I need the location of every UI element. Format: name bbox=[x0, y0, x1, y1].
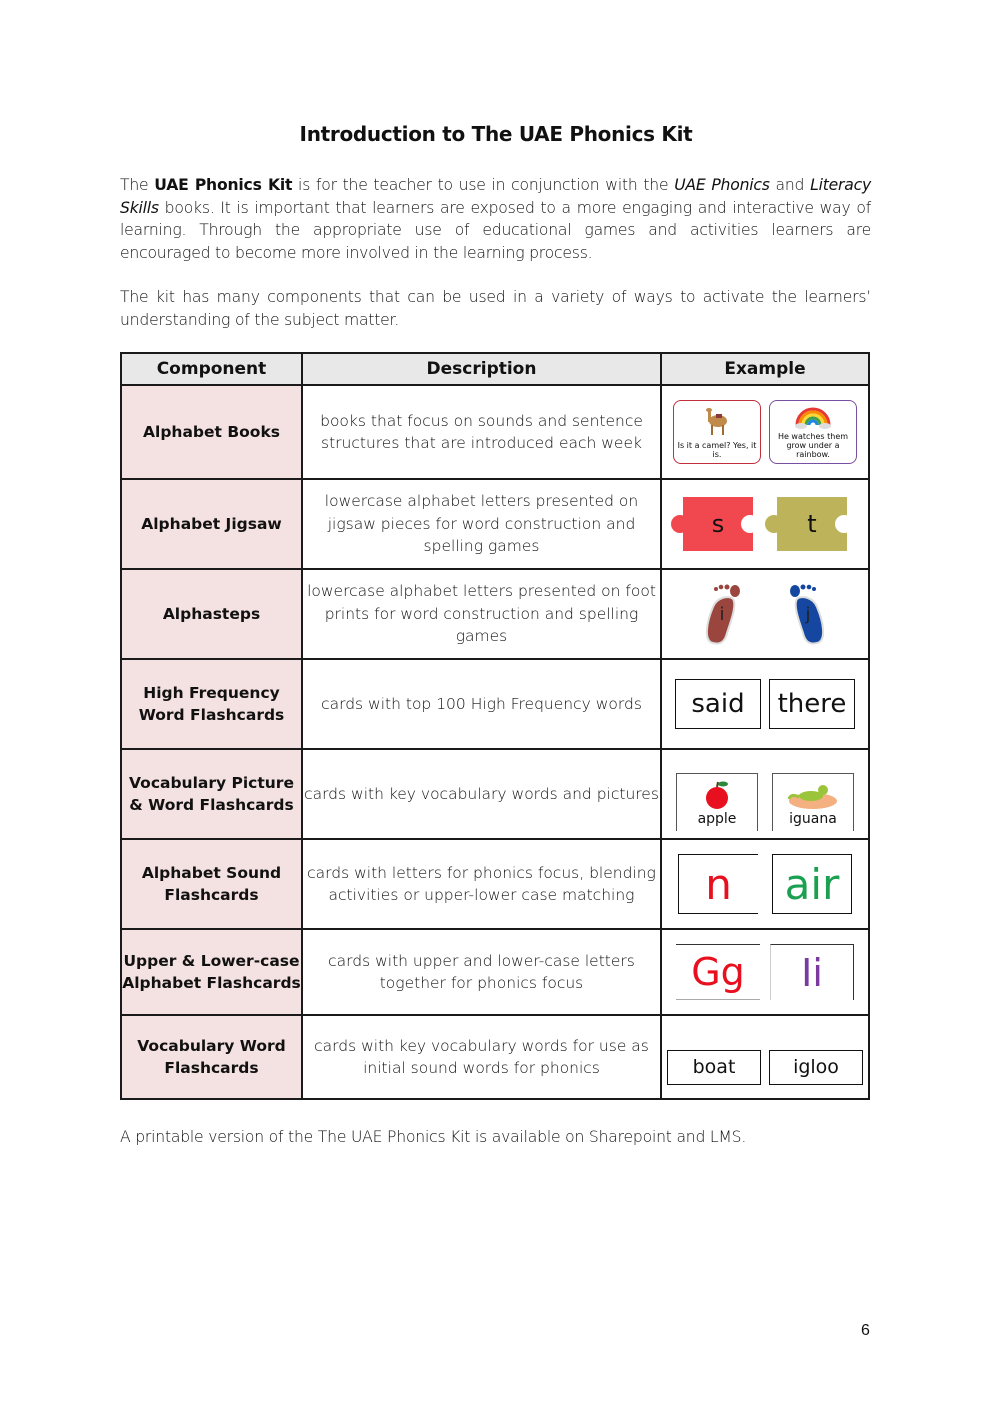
jigsaw-notch bbox=[741, 515, 759, 533]
sound-card: air bbox=[772, 854, 852, 914]
footprint-blue bbox=[785, 581, 831, 647]
vocab-picture-card bbox=[676, 773, 758, 831]
jigsaw-knob bbox=[671, 515, 689, 533]
book-caption: Is it a camel? Yes, it is. bbox=[677, 441, 757, 459]
book-caption: He watches them grow under a rainbow. bbox=[777, 432, 849, 459]
iguana-icon bbox=[785, 779, 841, 811]
alphabet-book-rainbow bbox=[769, 400, 857, 464]
example-cell bbox=[661, 1015, 869, 1099]
component-description: cards with letters for phonics focus, blending activities or upper-lower case matching bbox=[302, 839, 661, 929]
example-cell bbox=[661, 749, 869, 839]
component-name: Alphabet Jigsaw bbox=[121, 479, 302, 569]
header-example: Example bbox=[661, 353, 869, 385]
table-row bbox=[121, 839, 869, 929]
vocab-word-card: igloo bbox=[769, 1050, 863, 1085]
footprint-brown bbox=[699, 581, 745, 647]
jigsaw-letter: t bbox=[807, 510, 817, 538]
component-description: cards with upper and lower-case letters together for phonics focus bbox=[302, 929, 661, 1015]
example-cell bbox=[661, 839, 869, 929]
intro-paragraph-2: The kit has many components that can be used in a variety of ways to activate the learners’ understanding of the subject matter. bbox=[120, 288, 871, 329]
vocab-word-card: boat bbox=[667, 1050, 761, 1085]
component-description: lowercase alphabet letters presented on jigsaw pieces for word construction and spelling games bbox=[302, 479, 661, 569]
component-name: Vocabulary Word Flashcards bbox=[121, 1015, 302, 1099]
header-description: Description bbox=[302, 353, 661, 385]
hf-word-card: said bbox=[675, 679, 761, 729]
component-name: High Frequency Word Flashcards bbox=[121, 659, 302, 749]
apple-icon bbox=[702, 779, 732, 811]
table-row bbox=[121, 659, 869, 749]
example-cell bbox=[661, 659, 869, 749]
jigsaw-piece-olive bbox=[777, 497, 847, 551]
example-cell bbox=[661, 479, 869, 569]
component-description: cards with key vocabulary words and pictures bbox=[302, 749, 661, 839]
footprint-letter: i bbox=[719, 603, 725, 625]
rainbow-icon bbox=[793, 405, 833, 429]
example-cell bbox=[661, 929, 869, 1015]
table-header-row bbox=[121, 353, 869, 385]
table-row bbox=[121, 479, 869, 569]
alphabet-book-camel bbox=[673, 400, 761, 464]
component-name: Alphabet Sound Flashcards bbox=[121, 839, 302, 929]
component-name: Upper & Lower-case Alphabet Flashcards bbox=[121, 929, 302, 1015]
jigsaw-knob bbox=[765, 515, 783, 533]
component-description: lowercase alphabet letters presented on foot prints for word construction and spelling games bbox=[302, 569, 661, 659]
component-name: Vocabulary Picture & Word Flashcards bbox=[121, 749, 302, 839]
component-name: Alphasteps bbox=[121, 569, 302, 659]
page-title: Introduction to The UAE Phonics Kit bbox=[299, 122, 693, 146]
sound-card: n bbox=[678, 854, 758, 914]
table-row bbox=[121, 569, 869, 659]
table-row bbox=[121, 385, 869, 479]
component-description: cards with top 100 High Frequency words bbox=[302, 659, 661, 749]
component-description: books that focus on sounds and sentence structures that are introduced each week bbox=[302, 385, 661, 479]
component-name: Alphabet Books bbox=[121, 385, 302, 479]
table-row bbox=[121, 749, 869, 839]
upper-lower-card: Ii bbox=[770, 944, 854, 1000]
jigsaw-letter: s bbox=[711, 510, 725, 538]
printable-note: A printable version of the The UAE Phonics Kit is available on Sharepoint and LMS. bbox=[120, 1128, 747, 1146]
table-row bbox=[121, 929, 869, 1015]
example-cell bbox=[661, 569, 869, 659]
page-number: 6 bbox=[861, 1322, 870, 1339]
hf-word-card: there bbox=[769, 679, 855, 729]
header-component: Component bbox=[121, 353, 302, 385]
jigsaw-piece-red bbox=[683, 497, 753, 551]
vocab-word: apple bbox=[697, 810, 737, 827]
upper-lower-card: Gg bbox=[676, 944, 760, 1000]
camel-icon bbox=[702, 405, 732, 437]
components-table bbox=[120, 352, 870, 1100]
footprint-letter: j bbox=[805, 603, 811, 625]
intro-paragraph-1: The UAE Phonics Kit is for the teacher to use in conjunction with the UAE Phonics and Literacy Skills books. It is important that learners are exposed to a more engaging and interactive way of learning. Through the appropriate use of educational games and activities learners are encouraged to become more involved in the learning process. bbox=[120, 176, 871, 262]
component-description: cards with key vocabulary words for use as initial sound words for phonics bbox=[302, 1015, 661, 1099]
vocab-picture-card bbox=[772, 773, 854, 831]
jigsaw-notch bbox=[835, 515, 853, 533]
table-row bbox=[121, 1015, 869, 1099]
example-cell bbox=[661, 385, 869, 479]
vocab-word: iguana bbox=[789, 810, 837, 827]
